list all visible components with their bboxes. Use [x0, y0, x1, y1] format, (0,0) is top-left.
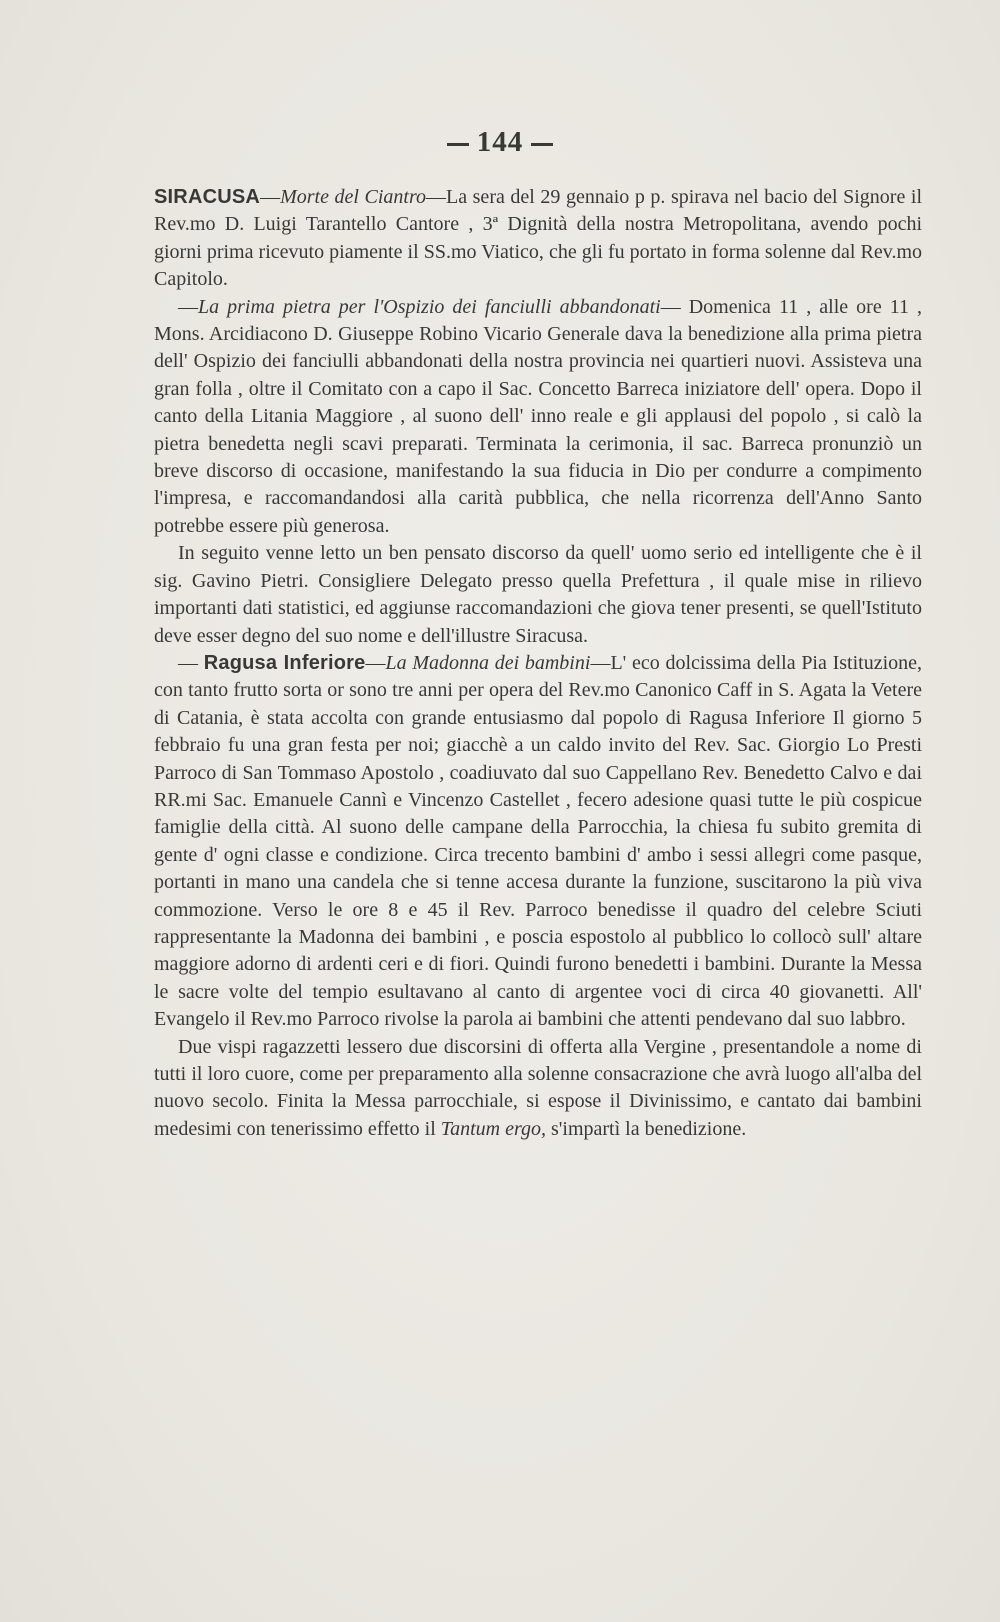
paragraph-ragusa: — Ragusa Inferiore—La Madonna dei bambini—L' eco dolcissima della Pia Istituzione, con tanto frutto sorta or sono tre anni per opera del Rev.mo Canonico Caff in S. Agata la Vetere di Catania, è stata accolta con grande entusiasmo dal popolo di Ragusa Inferiore Il giorno 5 febbraio fu una gran festa per noi; giacchè a un caldo invito del Rev. Sac. Giorgio Lo Presti Parroco di San Tommaso Apostolo , coadiuvato dal suo Cappellano Rev. Benedetto Calvo e dai RR.mi Sac. Emanuele Cannì e Vincenzo Castellet , fecero adesione quasi tutte le più cospicue famiglie della città. Al suono delle campane della Parrocchia, la chiesa fu subito gremita di gente d' ogni classe e condizione. Circa trecento bambini d' ambo i sessi allegri come pasque, portanti in mano una candela che si tenne accesa durante la funzione, suscitarono la più viva commozione. Verso le ore 8 e 45 il Rev. Parroco benedisse il quadro del celebre Sciuti rappresentante la Madonna dei bambini , e poscia espostolo al pubblico lo collocò sull' altare maggiore adorno di ardenti ceri e di fiori. Quindi furono benedetti i bambini. Durante la Messa le sacre volte del tempio esultavano al canto di argentee voci di circa 40 giovanetti. All' Evangelo il Rev.mo Parroco rivolse la parola ai bambini che attenti pendevano dal suo labbro. — [154, 651, 923, 1031]
article-body — [154, 184, 922, 1143]
paragraph-text: Domenica 11 , alle ore 11 , Mons. Arcidiacono D. Giuseppe Robino Vicario Generale dava la benedizione alla prima pietra dell' Ospizio dei fanciulli abbandonati della nostra provincia nei quartieri nuovi. Assisteva una gran folla , oltre il Comitato con a capo il Sac. Concetto Barreca iniziatore dell' opera. Dopo il canto della Litania Maggiore , al suono dell' inno reale e gli applausi del popolo , si calò la pietra benedetta negli scavi preparati. Terminata la cerimonia, il sac. Barreca pronunziò un breve discorso di occasione, manifestando la sua fiducia in Dio per condurre a compimento l'impresa, e raccomandandosi alla carità pubblica, che nella ricorrenza dell'Anno Santo potrebbe essere più generosa. — [154, 295, 923, 537]
section-title-morte: Morte del Ciantro — [280, 186, 426, 208]
paragraph-siracusa: SIRACUSA—Morte del Ciantro—La sera del 29 gennaio p p. spirava nel bacio del Signore il Rev.mo D. Luigi Tarantello Cantore , 3ª Dignità della nostra Metropolitana, avendo pochi giorni prima ricevuto piamente il SS.mo Viatico, che gli fu portato in forma solenne dal Rev.mo Capitolo. — [154, 186, 923, 291]
tantum-ergo: Tantum ergo, — [440, 1117, 547, 1140]
paragraph-discorsini: Due vispi ragazzetti lessero due discorsini di offerta alla Vergine , presentandole a nome di tutti il loro cuore, come per preparamento alla solenne consacrazione che avrà luogo all'alba del nuovo secolo. Finita la Messa parrocchiale, si espose il Divinissimo, e cantato dai bambini medesimi con tenerissimo effetto il Tantum ergo, s'impartì la benedizione. — [154, 1035, 922, 1140]
paragraph-ospizio: —La prima pietra per l'Ospizio dei fanciulli abbandonati— Domenica 11 , alle ore 11 , Mons. Arcidiacono D. Giuseppe Robino Vicario Generale dava la benedizione alla prima pietra dell' Ospizio dei fanciulli abbandonati della nostra provincia nei quartieri nuovi. Assisteva una gran folla , oltre il Comitato con a capo il Sac. Concetto Barreca iniziatore dell' opera. Dopo il canto della Litania Maggiore , al suono dell' inno reale e gli applausi del popolo , si calò la pietra benedetta negli scavi preparati. Terminata la cerimonia, il sac. Barreca pronunziò un breve discorso di occasione, manifestando la sua fiducia in Dio per condurre a compimento l'impresa, e raccomandandosi alla carità pubblica, che nella ricorrenza dell'Anno Santo potrebbe essere più generosa. — [154, 295, 923, 537]
paragraph-text: L' eco dolcissima della Pia Istituzione, con tanto frutto sorta or sono tre anni per opera del Rev.mo Canonico Caff in S. Agata la Vetere di Catania, è stata accolta con grande entusiasmo dal popolo di Ragusa Inferiore Il giorno 5 febbraio fu una gran festa per noi; giacchè a un caldo invito del Rev. Sac. Giorgio Lo Presti Parroco di San Tommaso Apostolo , coadiuvato dal suo Cappellano Rev. Benedetto Calvo e dai RR.mi Sac. Emanuele Cannì e Vincenzo Castellet , fecero adesione quasi tutte le più cospicue famiglie della città. Al suono delle campane della Parrocchia, la chiesa fu subito gremita di gente d' ogni classe e condizione. Circa trecento bambini d' ambo i sessi allegri come pasque, portanti in mano una candela che si tenne accesa durante la funzione, suscitarono la più viva commozione. Verso le ore 8 e 45 il Rev. Parroco benedisse il quadro del celebre Sciuti rappresentante la Madonna dei bambini , e poscia espostolo al pubblico lo collocò sull' altare maggiore adorno di ardenti ceri e di fiori. Quindi furono benedetti i bambini. Durante la Messa le sacre volte del tempio esultavano al canto di argentee voci di circa 40 giovanetti. All' Evangelo il Rev.mo Parroco rivolse la parola ai bambini che attenti pendevano dal suo labbro. — [154, 651, 923, 1031]
section-title-madonna: La Madonna dei bambini — [385, 651, 591, 674]
page-number: 144 — [0, 126, 1000, 159]
paragraph-pietri: In seguito venne letto un ben pensato discorso da quell' uomo serio ed intelligente che è il sig. Gavino Pietri. Consigliere Delegato presso quella Prefettura , il quale mise in rilievo importanti dati statistici, ed aggiunse raccomandazioni che giova tener presenti, se quell'Istituto deve esser degno del suo nome e dell'illustre Siracusa. — [154, 542, 922, 647]
paragraph-text: La sera del 29 gennaio p p. spirava nel bacio del Signore il Rev.mo D. Luigi Tarantello Cantore , 3ª Dignità della nostra Metropolitana, avendo pochi giorni prima ricevuto piamente il SS.mo Viatico, che gli fu portato in forma solenne dal Rev.mo Capitolo. — [154, 186, 923, 291]
section-heading-ragusa: Ragusa Inferiore — [203, 651, 366, 674]
section-heading-siracusa: SIRACUSA — [154, 186, 261, 208]
section-title-ospizio: La prima pietra per l'Ospizio dei fanciulli abbandonati — [198, 295, 661, 318]
